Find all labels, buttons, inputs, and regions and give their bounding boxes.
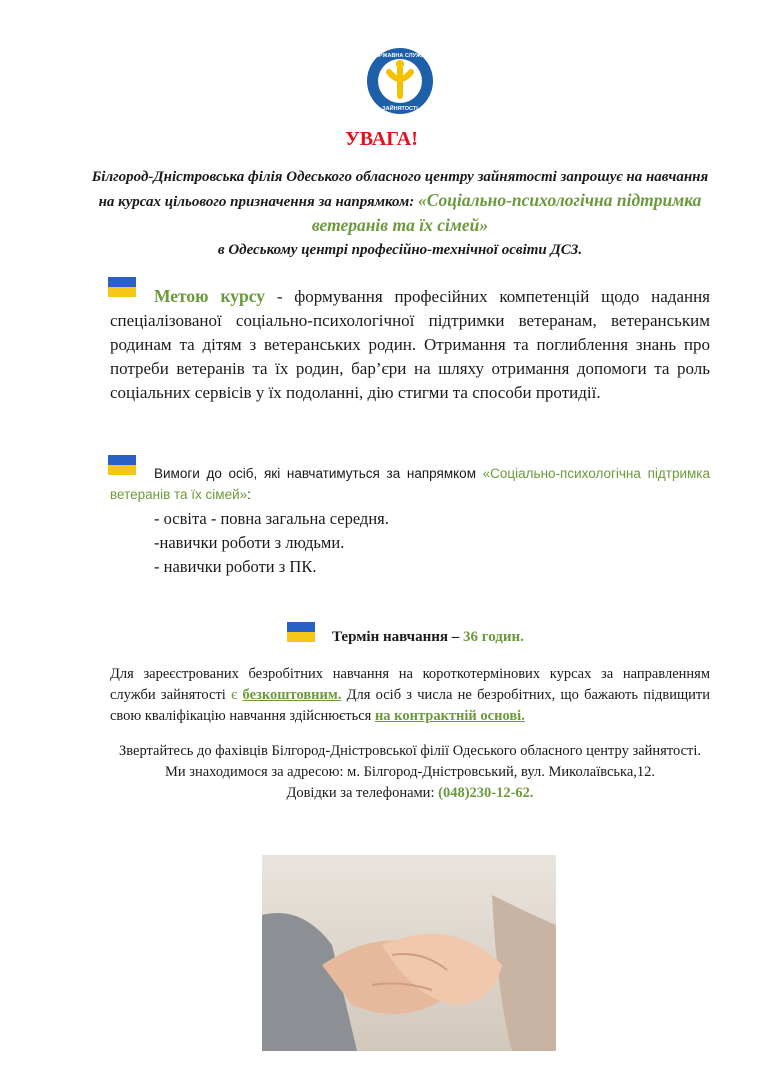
payment-part2: Для осіб з числа не безробітних, що бажають підвищити свою кваліфікацію навчання здійснюється: [110, 687, 710, 724]
support-photo: [262, 855, 556, 1051]
payment-part1: Для зареєстрованих безробітних навчання на короткотермінових курсах за направленням служби зайнятості: [110, 666, 710, 703]
contact-line2: Ми знаходимося за адресою: м. Білгород-Дністровський, вул. Миколаївська,12.: [164, 764, 656, 780]
phone-number: (048)230-12-62.: [438, 785, 534, 801]
goal-lead: Метою курсу: [154, 286, 266, 306]
payment-free: безкоштовним.: [242, 687, 342, 703]
goal-text: - формування професійних компетенцій щодо надання спеціалізованої соціально-психологічної підтримки ветеранам, ветеранським родинам та дітям з ветеранських родин. Отримання та поглиблення знань про потреби ветеранів та їх родин, бар’єри на шляху отримання допомоги та роль соціальних сервісів у їх подоланні, дію стигми та способи протидії.: [110, 287, 710, 402]
intro-block: [90, 166, 710, 262]
payment-is-word: є: [231, 687, 238, 703]
list-item: - навички роботи з ПК.: [154, 557, 317, 576]
requirements-colon: :: [247, 487, 251, 502]
requirements-paragraph: [110, 463, 710, 505]
payment-paragraph: [110, 664, 710, 727]
attention-heading: УВАГА!: [345, 128, 418, 150]
employment-service-logo: [365, 46, 435, 116]
course-title: «Соціально-психологічна підтримка ветеранів та їх сімей»: [311, 190, 702, 235]
ukraine-flag-icon: [287, 622, 315, 642]
intro-line3: в Одеському центрі професійно-технічної освіти ДСЗ.: [217, 242, 583, 258]
contact-block: [110, 741, 710, 804]
logo-text-bottom: ЗАЙНЯТОСТІ: [382, 106, 418, 112]
phone-label: Довідки за телефонами:: [286, 785, 439, 801]
list-item: -навички роботи з людьми.: [154, 533, 345, 552]
requirements-course: «Соціально-психологічна підтримка ветеранів та їх сімей»: [110, 466, 710, 502]
term-label: Термін навчання –: [332, 629, 464, 645]
term-value: 36 годин.: [463, 629, 524, 645]
contact-line1: Звертайтесь до фахівців Білгород-Дністровської філії Одеського обласного центру зайнятості.: [118, 743, 702, 759]
logo-text-top: ДЕРЖАВНА СЛУЖБА: [371, 53, 429, 59]
list-item: - освіта - повна загальна середня.: [154, 509, 389, 528]
term-line: [332, 629, 524, 646]
intro-line1: Білгород-Дністровська філія Одеського обласного центру зайнятості запрошує на навчання на курсах цільового призначення за напрямком:: [91, 169, 709, 210]
goal-paragraph: [110, 284, 710, 405]
contact-phone-line: [110, 783, 710, 804]
requirements-list: [154, 507, 389, 579]
payment-contract: на контрактній основі.: [374, 708, 525, 724]
requirements-intro: Вимоги до осіб, які навчатимуться за напрямком: [154, 466, 483, 481]
